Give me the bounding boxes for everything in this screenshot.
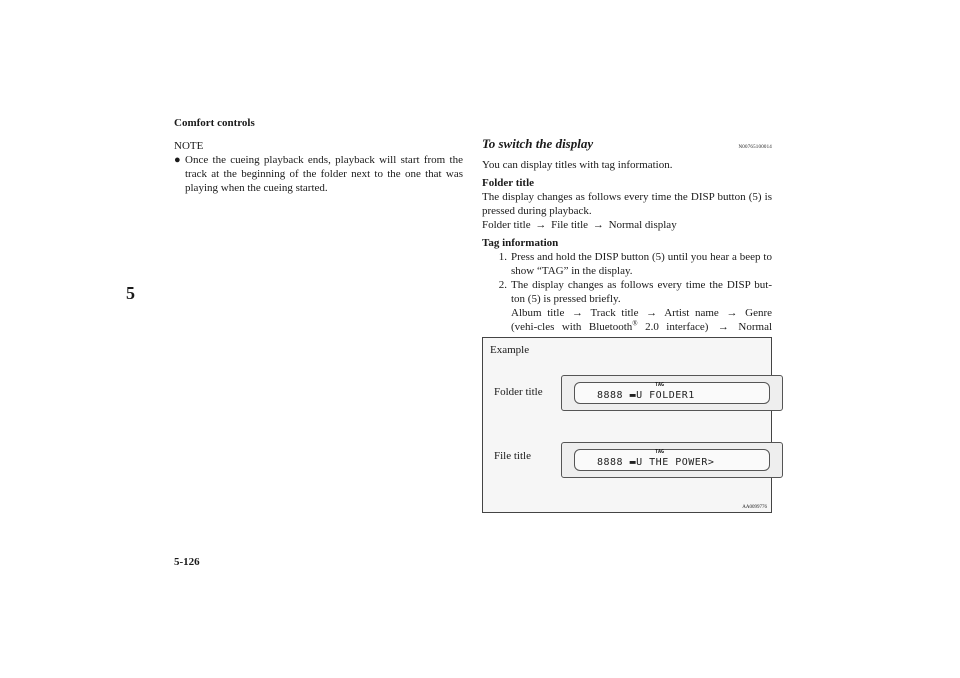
flow-item: File title xyxy=(551,219,589,231)
folder-title-flow xyxy=(482,218,772,232)
tag-icon: TAG xyxy=(655,382,665,388)
section-title: To switch the display xyxy=(482,136,594,151)
tag-icon: TAG xyxy=(655,449,665,455)
flow-item: Folder title xyxy=(482,219,531,231)
display-screen xyxy=(574,382,770,404)
example-figure xyxy=(482,337,772,513)
tag-information-heading: Tag information xyxy=(482,237,559,249)
display-file-title xyxy=(561,442,783,478)
bullet-icon: ● xyxy=(174,154,181,166)
figure-code: AA0099776 xyxy=(742,505,767,510)
arrow-icon: → xyxy=(535,219,547,231)
note-item xyxy=(174,153,463,195)
arrow-icon: → xyxy=(717,321,729,333)
flow-item: Album title xyxy=(511,307,565,319)
registered-mark: ® xyxy=(632,319,638,328)
flow-item: 2.0 interface) xyxy=(645,321,709,333)
step-description: The display changes as follows every time the DISP but-ton (5) is pressed briefly. xyxy=(511,279,772,305)
display-folder-title xyxy=(561,375,783,411)
folder-title-text: The display changes as follows every time the DISP button (5) is pressed during playback. xyxy=(482,191,772,217)
flow-item: Normal display xyxy=(608,219,677,231)
flow-item: Normal xyxy=(738,321,773,333)
flow-item: Genre (vehi-cles with Bluetooth xyxy=(511,307,772,333)
display-text: 8888 ▬U FOLDER1 xyxy=(597,390,695,401)
folder-title-label: Folder title xyxy=(494,386,543,398)
display-text: 8888 ▬U THE POWER> xyxy=(597,457,715,468)
note-block xyxy=(174,139,463,195)
note-text: Once the cueing playback ends, playback will start from the track at the beginning of the folder next to the one that was playing when the cueing started. xyxy=(185,154,463,194)
file-title-label: File title xyxy=(494,450,531,462)
flow-item: Artist name xyxy=(664,307,719,319)
flow-item: Track title xyxy=(590,307,639,319)
step-number: 2. xyxy=(498,279,507,291)
step-item xyxy=(482,250,772,278)
note-heading: NOTE xyxy=(174,140,204,152)
step-text: Press and hold the DISP button (5) until you hear a beep to show “TAG” in the display. xyxy=(511,251,772,277)
page-header-title: Comfort controls xyxy=(174,117,255,129)
arrow-icon: → xyxy=(572,307,583,319)
folder-title-heading: Folder title xyxy=(482,177,535,189)
page-number: 5-126 xyxy=(174,556,200,568)
arrow-icon: → xyxy=(726,307,738,319)
example-label: Example xyxy=(490,344,530,356)
step-number: 1. xyxy=(498,251,507,263)
section-title-row xyxy=(482,137,772,158)
arrow-icon: → xyxy=(646,307,658,319)
section-intro: You can display titles with tag information. xyxy=(482,159,673,171)
chapter-tab-number: 5 xyxy=(126,283,135,303)
section-code: N00765100014 xyxy=(738,145,772,150)
display-section xyxy=(482,137,772,348)
arrow-icon: → xyxy=(592,219,604,231)
display-screen xyxy=(574,449,770,471)
